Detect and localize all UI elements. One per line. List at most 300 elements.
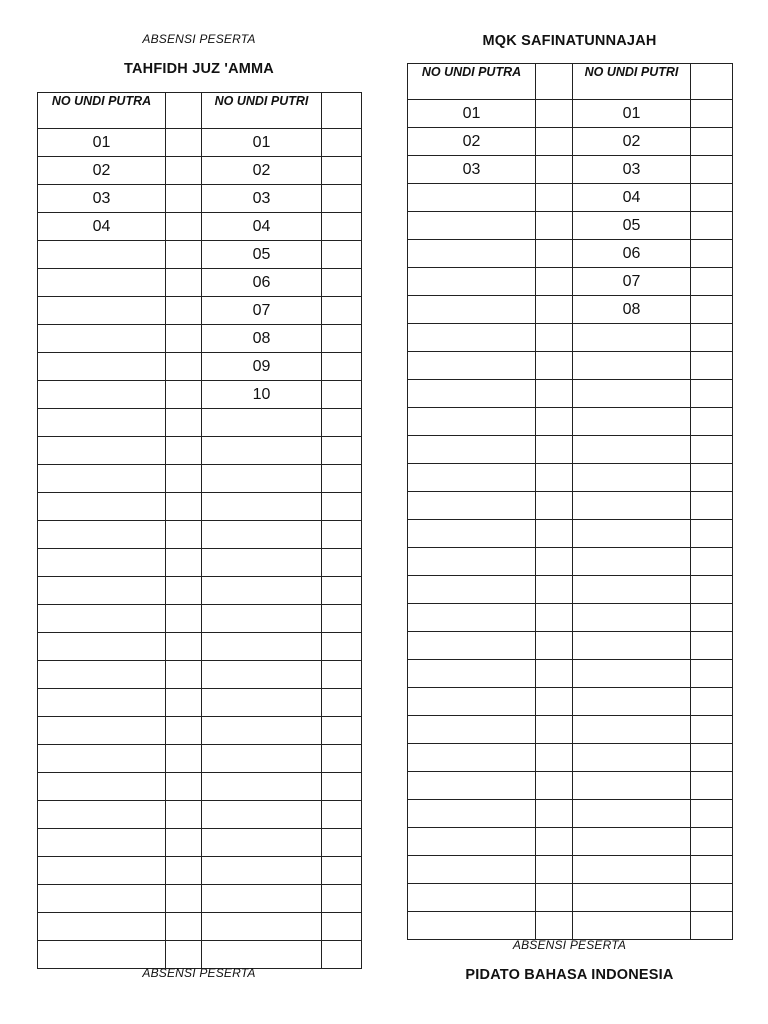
putra-number-cell: 02 [38,157,166,185]
table-row [38,605,362,633]
putra-attendance-cell[interactable] [166,829,202,857]
putra-number-cell [408,632,536,660]
putri-attendance-cell[interactable] [322,773,362,801]
putra-attendance-cell[interactable] [166,213,202,241]
putra-number-cell [38,577,166,605]
putri-attendance-cell[interactable] [691,240,733,268]
putri-attendance-cell[interactable] [322,241,362,269]
putri-attendance-cell[interactable] [691,800,733,828]
putra-number-cell [38,633,166,661]
putra-attendance-cell[interactable] [536,912,573,940]
putra-number-cell [38,465,166,493]
putra-attendance-cell[interactable] [166,269,202,297]
putri-number-cell [573,492,691,520]
putri-attendance-cell[interactable] [691,436,733,464]
putra-attendance-cell[interactable] [166,129,202,157]
putra-attendance-cell[interactable] [166,381,202,409]
putri-attendance-cell[interactable] [322,157,362,185]
putri-attendance-cell[interactable] [691,548,733,576]
putra-attendance-cell[interactable] [166,409,202,437]
putra-attendance-cell[interactable] [166,157,202,185]
putri-attendance-cell[interactable] [691,688,733,716]
putra-number-cell [38,549,166,577]
table-row [408,744,733,772]
header-putra: NO UNDI PUTRA [408,64,536,100]
putra-attendance-cell[interactable] [536,632,573,660]
putri-number-cell [573,604,691,632]
putra-number-cell: 03 [408,156,536,184]
putra-number-cell [38,689,166,717]
putri-attendance-cell[interactable] [691,828,733,856]
table-row [38,297,362,325]
putri-number-cell [573,576,691,604]
table-row [38,577,362,605]
table-row [408,296,733,324]
putra-attendance-cell[interactable] [536,604,573,632]
putra-number-cell [408,856,536,884]
putra-attendance-cell[interactable] [536,772,573,800]
putra-number-cell [408,352,536,380]
putra-number-cell [408,800,536,828]
putra-number-cell [408,520,536,548]
putra-number-cell: 01 [38,129,166,157]
putra-number-cell [408,912,536,940]
putra-attendance-cell[interactable] [536,296,573,324]
table-row [38,185,362,213]
putri-number-cell [202,913,322,941]
table-row [38,353,362,381]
table-row [408,212,733,240]
putri-attendance-cell[interactable] [322,213,362,241]
putra-number-cell [408,184,536,212]
putra-attendance-cell[interactable] [536,100,573,128]
putri-number-cell: 02 [573,128,691,156]
putra-number-cell [38,885,166,913]
putra-number-cell [408,492,536,520]
putri-number-cell [573,884,691,912]
table-row [408,660,733,688]
putra-attendance-cell[interactable] [536,436,573,464]
putra-attendance-cell[interactable] [166,465,202,493]
header-row [38,93,362,129]
putri-attendance-cell[interactable] [322,521,362,549]
table-row [408,240,733,268]
putri-attendance-cell[interactable] [322,605,362,633]
header-putri: NO UNDI PUTRI [202,93,322,129]
putri-attendance-cell[interactable] [322,745,362,773]
putri-attendance-cell[interactable] [691,184,733,212]
putri-number-cell [202,549,322,577]
table-row [408,576,733,604]
table-row [408,520,733,548]
putra-attendance-cell[interactable] [536,716,573,744]
putri-attendance-cell[interactable] [322,129,362,157]
putra-attendance-cell[interactable] [166,661,202,689]
putra-attendance-cell[interactable] [536,856,573,884]
table-row [38,549,362,577]
putri-attendance-cell[interactable] [322,829,362,857]
putri-attendance-cell[interactable] [691,632,733,660]
putra-attendance-cell[interactable] [166,633,202,661]
putri-number-cell [202,689,322,717]
putri-number-cell: 04 [573,184,691,212]
putri-number-cell [202,493,322,521]
putri-number-cell [573,380,691,408]
putra-number-cell [38,325,166,353]
putra-attendance-cell[interactable] [536,800,573,828]
putri-attendance-cell[interactable] [691,352,733,380]
putra-number-cell [408,828,536,856]
putri-number-cell: 04 [202,213,322,241]
putri-number-cell [573,324,691,352]
putri-number-cell: 07 [573,268,691,296]
putra-number-cell [408,240,536,268]
putri-attendance-cell[interactable] [322,801,362,829]
putra-number-cell [38,437,166,465]
putra-attendance-cell[interactable] [536,324,573,352]
table-row [408,492,733,520]
putri-number-cell: 03 [202,185,322,213]
putri-number-cell [573,436,691,464]
putra-attendance-cell[interactable] [536,548,573,576]
table-row [38,885,362,913]
putri-number-cell [573,828,691,856]
putri-number-cell: 01 [202,129,322,157]
putri-attendance-cell[interactable] [691,464,733,492]
putra-number-cell [408,212,536,240]
putri-attendance-cell[interactable] [322,941,362,969]
putra-attendance-cell[interactable] [166,297,202,325]
putra-attendance-cell[interactable] [536,464,573,492]
putri-number-cell: 03 [573,156,691,184]
putri-number-cell: 09 [202,353,322,381]
left-caption-bottom: ABSENSI PESERTA [142,966,256,980]
table-row [38,661,362,689]
putra-attendance-cell[interactable] [166,773,202,801]
putri-attendance-cell[interactable] [691,744,733,772]
table-row [38,157,362,185]
header-putri-check [691,64,733,100]
putra-number-cell [408,660,536,688]
header-putra: NO UNDI PUTRA [38,93,166,129]
putri-number-cell [573,632,691,660]
putri-attendance-cell[interactable] [691,604,733,632]
putri-attendance-cell[interactable] [691,128,733,156]
putra-attendance-cell[interactable] [166,353,202,381]
putri-number-cell [573,660,691,688]
table-row [408,772,733,800]
putri-attendance-cell[interactable] [691,772,733,800]
putri-number-cell [202,605,322,633]
putra-number-cell [408,296,536,324]
table-row [38,381,362,409]
putri-attendance-cell[interactable] [322,353,362,381]
table-row [38,129,362,157]
putra-attendance-cell[interactable] [166,325,202,353]
putri-number-cell [573,716,691,744]
putri-number-cell: 05 [202,241,322,269]
putri-attendance-cell[interactable] [691,856,733,884]
putri-number-cell [573,744,691,772]
putri-number-cell: 01 [573,100,691,128]
table-row [408,100,733,128]
table-row [408,436,733,464]
putra-number-cell: 01 [408,100,536,128]
table-row [38,409,362,437]
putra-attendance-cell[interactable] [536,492,573,520]
table-row [38,633,362,661]
putri-attendance-cell[interactable] [322,381,362,409]
putra-number-cell [408,772,536,800]
putra-attendance-cell[interactable] [536,352,573,380]
putra-number-cell [408,548,536,576]
putri-attendance-cell[interactable] [691,268,733,296]
putri-attendance-cell[interactable] [691,576,733,604]
putri-number-cell [202,633,322,661]
table-row [408,604,733,632]
left-attendance-table [37,92,362,969]
putri-attendance-cell[interactable] [691,912,733,940]
putra-attendance-cell[interactable] [166,549,202,577]
putri-number-cell [202,409,322,437]
table-row [408,716,733,744]
putra-attendance-cell[interactable] [536,744,573,772]
putra-attendance-cell[interactable] [166,913,202,941]
table-row [38,241,362,269]
putra-number-cell [38,857,166,885]
putri-number-cell [573,408,691,436]
putri-number-cell: 05 [573,212,691,240]
putra-number-cell [38,269,166,297]
putri-attendance-cell[interactable] [322,185,362,213]
putri-attendance-cell[interactable] [691,660,733,688]
table-row [408,156,733,184]
putra-attendance-cell[interactable] [166,689,202,717]
putra-number-cell: 02 [408,128,536,156]
table-row [408,548,733,576]
putri-number-cell [573,856,691,884]
putra-attendance-cell[interactable] [536,128,573,156]
putra-number-cell [38,941,166,969]
putri-number-cell [573,464,691,492]
putri-attendance-cell[interactable] [691,156,733,184]
putra-attendance-cell[interactable] [166,745,202,773]
table-row [38,829,362,857]
table-row [408,828,733,856]
putri-attendance-cell[interactable] [322,857,362,885]
header-putri-check [322,93,362,129]
putri-attendance-cell[interactable] [322,297,362,325]
putra-number-cell [408,688,536,716]
putri-number-cell: 10 [202,381,322,409]
putra-attendance-cell[interactable] [166,857,202,885]
putri-attendance-cell[interactable] [322,885,362,913]
table-row [408,800,733,828]
table-row [408,380,733,408]
table-row [38,493,362,521]
putra-attendance-cell[interactable] [166,605,202,633]
table-row [408,268,733,296]
putra-attendance-cell[interactable] [166,941,202,969]
putra-number-cell [38,605,166,633]
table-row [38,857,362,885]
putra-number-cell [38,913,166,941]
putri-attendance-cell[interactable] [322,549,362,577]
table-row [38,801,362,829]
table-row [38,465,362,493]
putri-attendance-cell[interactable] [322,913,362,941]
putra-attendance-cell[interactable] [536,212,573,240]
putra-attendance-cell[interactable] [536,156,573,184]
putri-attendance-cell[interactable] [691,408,733,436]
putri-number-cell: 06 [573,240,691,268]
putri-attendance-cell[interactable] [322,661,362,689]
table-row [408,184,733,212]
putri-attendance-cell[interactable] [691,212,733,240]
table-row [38,773,362,801]
putra-attendance-cell[interactable] [166,437,202,465]
table-row [38,437,362,465]
putri-number-cell [573,352,691,380]
putra-attendance-cell[interactable] [166,801,202,829]
putri-number-cell [573,772,691,800]
putri-number-cell [202,577,322,605]
putri-number-cell [202,717,322,745]
putra-number-cell [38,801,166,829]
putri-number-cell [202,801,322,829]
putra-number-cell [38,829,166,857]
header-row [408,64,733,100]
putri-attendance-cell[interactable] [322,633,362,661]
putra-number-cell [38,773,166,801]
putri-number-cell [573,912,691,940]
putra-number-cell [38,521,166,549]
putra-number-cell [408,884,536,912]
putri-number-cell [202,773,322,801]
putra-number-cell [408,408,536,436]
putra-attendance-cell[interactable] [166,493,202,521]
table-row [38,941,362,969]
putri-number-cell: 06 [202,269,322,297]
putri-number-cell [573,688,691,716]
right-attendance-table [407,63,733,940]
table-row [408,632,733,660]
header-putra-check [536,64,573,100]
putri-attendance-cell[interactable] [691,520,733,548]
putra-attendance-cell[interactable] [536,688,573,716]
putra-number-cell [38,297,166,325]
putra-attendance-cell[interactable] [536,520,573,548]
putri-attendance-cell[interactable] [322,493,362,521]
putri-attendance-cell[interactable] [691,324,733,352]
putra-attendance-cell[interactable] [536,184,573,212]
table-row [408,884,733,912]
left-sheet-title: TAHFIDH JUZ 'AMMA [124,61,274,77]
table-row [38,269,362,297]
putra-attendance-cell[interactable] [166,241,202,269]
putri-number-cell [202,857,322,885]
table-row [408,324,733,352]
table-row [408,128,733,156]
putra-number-cell [408,436,536,464]
putra-attendance-cell[interactable] [166,577,202,605]
putra-number-cell [408,380,536,408]
putri-attendance-cell[interactable] [322,577,362,605]
putra-number-cell [38,353,166,381]
putri-attendance-cell[interactable] [691,884,733,912]
putra-attendance-cell[interactable] [536,576,573,604]
putri-number-cell [202,661,322,689]
putra-number-cell [408,604,536,632]
putra-attendance-cell[interactable] [166,885,202,913]
putra-attendance-cell[interactable] [536,660,573,688]
putra-number-cell [38,241,166,269]
putri-number-cell [573,800,691,828]
putra-number-cell [408,324,536,352]
putri-attendance-cell[interactable] [691,100,733,128]
putra-number-cell [408,576,536,604]
putri-number-cell [202,465,322,493]
putri-number-cell [202,521,322,549]
table-row [38,717,362,745]
putra-attendance-cell[interactable] [536,268,573,296]
table-row [408,856,733,884]
putra-attendance-cell[interactable] [536,240,573,268]
putra-number-cell [38,661,166,689]
putri-number-cell [202,829,322,857]
left-caption-top: ABSENSI PESERTA [142,32,256,46]
putri-attendance-cell[interactable] [322,269,362,297]
putra-attendance-cell[interactable] [536,828,573,856]
putri-attendance-cell[interactable] [322,437,362,465]
putra-number-cell [408,744,536,772]
putri-attendance-cell[interactable] [322,325,362,353]
table-row [408,912,733,940]
putra-number-cell [38,409,166,437]
right-sheet-bottom-title: PIDATO BAHASA INDONESIA [465,967,674,983]
right-caption-bottom: ABSENSI PESERTA [512,938,627,952]
header-putri: NO UNDI PUTRI [573,64,691,100]
putri-number-cell: 07 [202,297,322,325]
putra-attendance-cell[interactable] [536,884,573,912]
putra-attendance-cell[interactable] [166,521,202,549]
putra-number-cell [38,717,166,745]
putri-attendance-cell[interactable] [691,492,733,520]
putra-number-cell: 04 [38,213,166,241]
table-row [38,325,362,353]
putri-attendance-cell[interactable] [691,380,733,408]
putri-attendance-cell[interactable] [691,296,733,324]
putri-attendance-cell[interactable] [322,717,362,745]
putri-number-cell: 08 [573,296,691,324]
putra-attendance-cell[interactable] [166,717,202,745]
table-row [38,521,362,549]
putri-attendance-cell[interactable] [691,716,733,744]
putri-number-cell [573,548,691,576]
putra-number-cell [38,745,166,773]
table-row [408,688,733,716]
putra-attendance-cell[interactable] [166,185,202,213]
putri-attendance-cell[interactable] [322,409,362,437]
putri-attendance-cell[interactable] [322,689,362,717]
putra-attendance-cell[interactable] [536,380,573,408]
putri-number-cell: 08 [202,325,322,353]
putra-number-cell [38,493,166,521]
table-row [408,408,733,436]
putra-attendance-cell[interactable] [536,408,573,436]
putri-number-cell [573,520,691,548]
putri-attendance-cell[interactable] [322,465,362,493]
